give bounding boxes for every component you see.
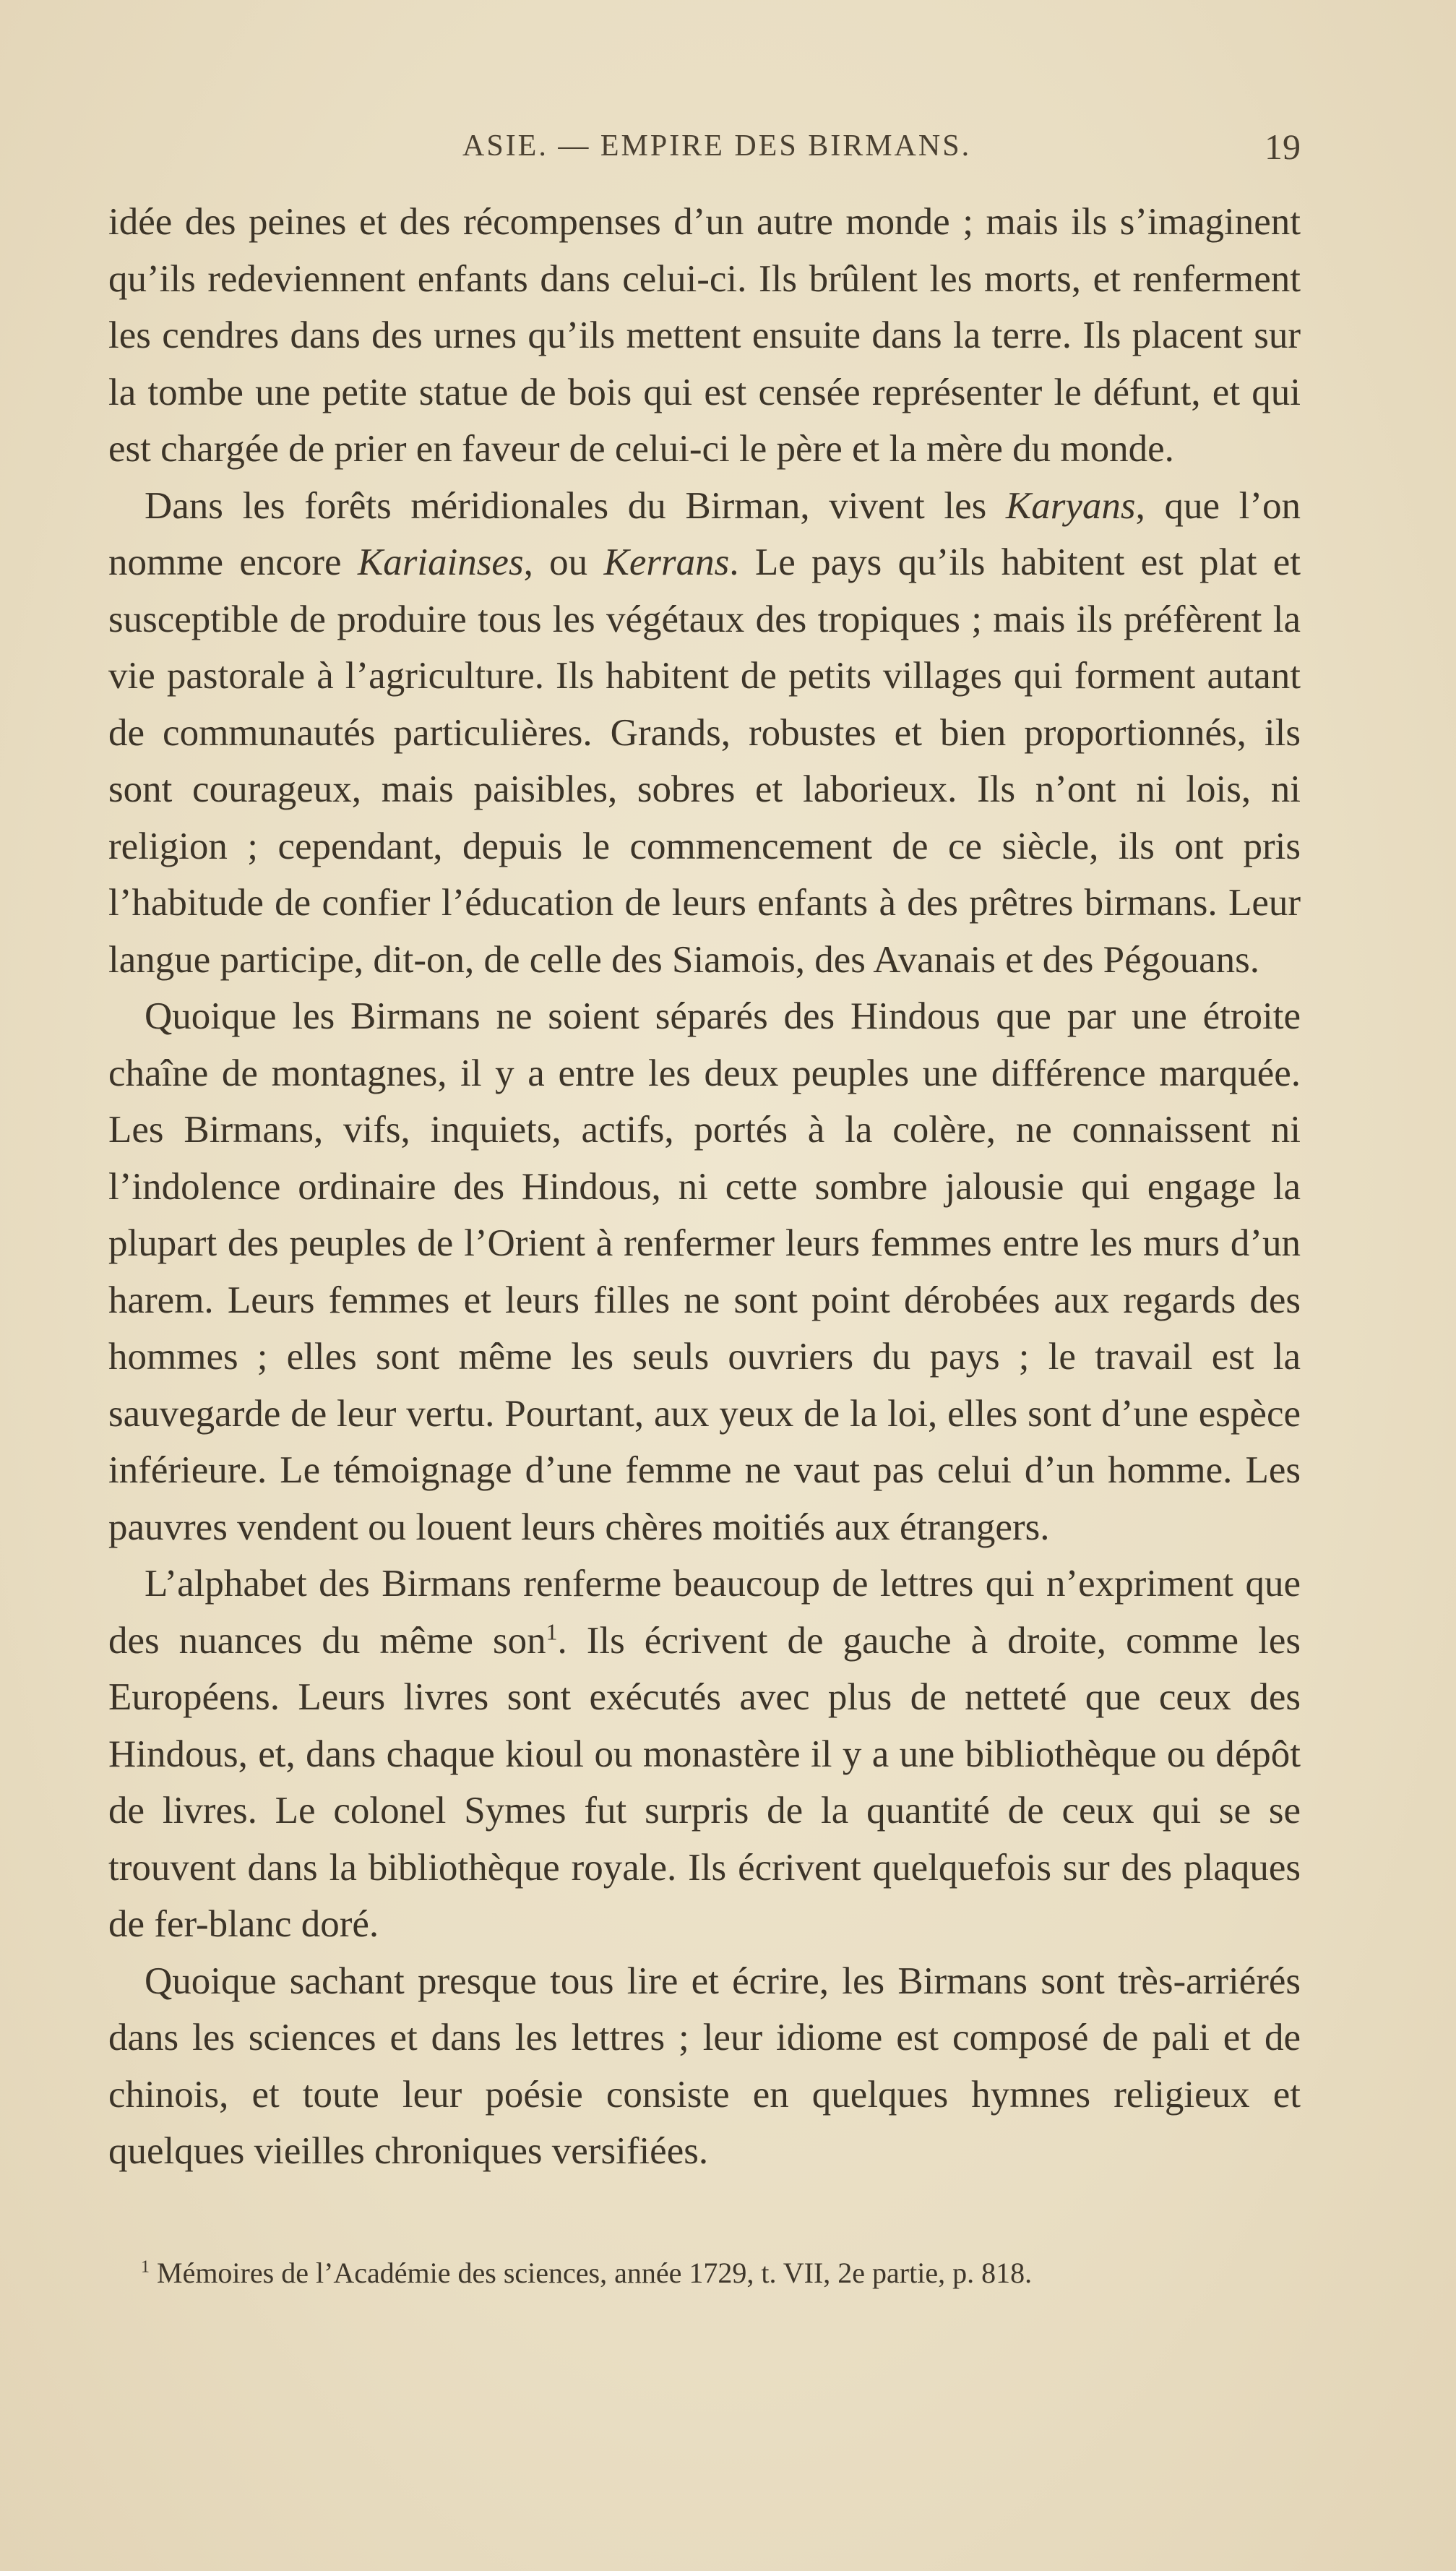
paragraph-2 (108, 478, 1301, 989)
page-number: 19 (1265, 126, 1301, 167)
paragraph-5: Quoique sachant presque tous lire et écrire, les Birmans sont très-arriérés dans les sciences et dans les lettres ; leur idiome est composé de pali et de chinois, et toute leur poésie consiste en quelques hymnes religieux et quelques vieilles chroniques versifiées. (108, 1960, 1301, 2172)
paragraph-2-text: Dans les forêts méridionales du Birman, vivent les (145, 484, 1006, 527)
paragraph-2-text: , ou (523, 541, 604, 583)
footnote-text: Mémoires de l’Académie des sciences, année 1729, t. VII, 2e partie, p. 818. (150, 2257, 1033, 2289)
footnote-marker: 1 (141, 2257, 150, 2277)
paragraph-4-text: . Ils écrivent de gauche à droite, comme les Européens. Leurs livres sont exécutés avec plus de netteté que ceux des Hindous, et, dans chaque kioul ou monastère il y a une bibliothèque ou dépôt de livres. Le colonel Symes fut surpris de la quantité de ceux qui se se trouvent dans la bibliothèque royale. Ils écrivent quelquefois sur des plaques de fer-blanc doré. (108, 1619, 1301, 1945)
people-name-karyans: Karyans (1005, 484, 1136, 527)
footnote (141, 2252, 1301, 2295)
running-title: ASIE. — EMPIRE DES BIRMANS. (462, 129, 972, 163)
body-text (108, 194, 1301, 2180)
paragraph-4 (108, 1555, 1301, 1953)
paragraph-4-text: L’alphabet des Birmans renferme beaucoup de lettres qui n’expriment que des nuances du même son (108, 1563, 1301, 1662)
paragraph-2-text: , que l’on nomme encore (108, 484, 1301, 583)
page-header (108, 126, 1301, 172)
footnote-reference: 1 (546, 1618, 558, 1644)
people-name-kariainses: Kariainses (357, 541, 524, 583)
paragraph-2-text: . Le pays qu’ils habitent est plat et susceptible de produire tous les végétaux des tropiques ; mais ils préfèrent la vie pastorale à l’agriculture. Ils habitent de petits villages qui forment autant de communautés particulières. Grands, robustes et bien proportionnés, ils sont courageux, mais paisibles, sobres et laborieux. Ils n’ont ni lois, ni religion ; cependant, depuis le commencement de ce siècle, ils ont pris l’habitude de confier l’éducation de leurs enfants à des prêtres birmans. Leur langue participe, dit-on, de celle des Siamois, des Avanais et des Pégouans. (108, 541, 1301, 981)
people-name-kerrans: Kerrans (603, 541, 730, 583)
paragraph-1: idée des peines et des récompenses d’un autre monde ; mais ils s’imaginent qu’ils redeviennent enfants dans celui-ci. Ils brûlent les morts, et renferment les cendres dans des urnes qu’ils mettent ensuite dans la terre. Ils placent sur la tombe une petite statue de bois qui est censée représenter le défunt, et qui est chargée de prier en faveur de celui-ci le père et la mère du monde. (108, 201, 1301, 470)
paragraph-3: Quoique les Birmans ne soient séparés des Hindous que par une étroite chaîne de montagnes, il y a entre les deux peuples une différence marquée. Les Birmans, vifs, inquiets, actifs, portés à la colère, ne connaissent ni l’indolence ordinaire des Hindous, ni cette sombre jalousie qui engage la plupart des peuples de l’Orient à renfermer leurs femmes entre les murs d’un harem. Leurs femmes et leurs filles ne sont point dérobées aux regards des hommes ; elles sont même les seuls ouvriers du pays ; le travail est la sauvegarde de leur vertu. Pourtant, aux yeux de la loi, elles sont d’une espèce inférieure. Le témoignage d’une femme ne vaut pas celui d’un homme. Les pauvres vendent ou louent leurs chères moitiés aux étrangers. (108, 995, 1301, 1548)
